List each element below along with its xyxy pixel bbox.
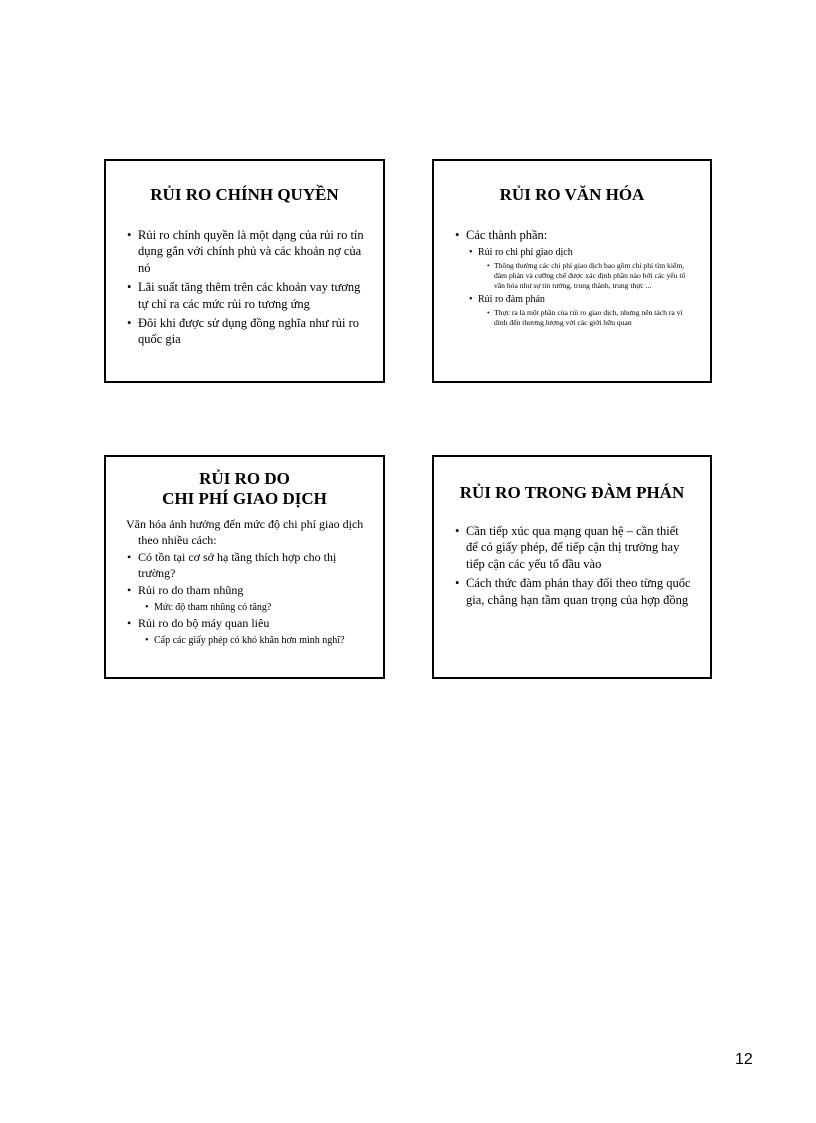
bullet-item: • Đôi khi được sử dụng đồng nghĩa như rủi ro quốc gia <box>138 315 365 348</box>
sub-bullet-item: • Cấp các giấy phép có khó khăn hơn mình nghĩ? <box>154 634 365 647</box>
bullet-item: • Cách thức đàm phán thay đổi theo từng quốc gia, chẳng hạn tầm quan trọng của hợp đồng <box>466 575 692 608</box>
bullet-item: • Có tồn tại cơ sở hạ tầng thích hợp cho thị trường? <box>138 550 365 581</box>
bullet-item: • Rủi ro do bộ máy quan liêu <box>138 616 365 632</box>
bullet-item: • Rủi ro do tham nhũng <box>138 583 365 599</box>
bullet-item: • Lãi suất tăng thêm trên các khoản vay tương tự chỉ ra các mức rủi ro tương ứng <box>138 279 365 312</box>
intro-text: Văn hóa ảnh hưởng đến mức độ chi phí giao dịch theo nhiều cách: <box>126 517 364 547</box>
sub-sub-bullet-item: • Thông thường các chi phí giao dịch bao gồm chi phí tìm kiếm, đàm phán và cưỡng chế được xác định phần nào bởi các yếu tố văn hóa như sự tin tưởng, trung thành, trung thực ... <box>494 261 692 290</box>
slide-sovereign-risk <box>104 159 385 383</box>
slide-cultural-risk <box>432 159 712 383</box>
bullet-list <box>124 550 365 646</box>
slide-title: RỦI RO TRONG ĐÀM PHÁN <box>459 483 685 502</box>
slide-title-line2: CHI PHÍ GIAO DỊCH <box>162 489 327 508</box>
bullet-list <box>452 227 692 327</box>
slide-title: RỦI RO VĂN HÓA <box>499 185 645 204</box>
slide-transaction-cost-risk <box>104 455 385 679</box>
bullet-item: • Cần tiếp xúc qua mạng quan hệ – cần thiết để có giấy phép, để tiếp cận thị trường hay tiếp cận các yếu tố đầu vào <box>466 523 692 572</box>
sub-bullet-item: • Rủi ro chi phí giao dịch <box>478 246 692 259</box>
sub-bullet-item: • Rủi ro đàm phán <box>478 293 692 306</box>
bullet-list <box>452 523 692 608</box>
page-number: 12 <box>735 1051 753 1068</box>
slide-title <box>124 457 365 509</box>
bullet-list <box>124 227 365 348</box>
slide-negotiation-risk <box>432 455 712 679</box>
slide-title: RỦI RO CHÍNH QUYỀN <box>150 185 339 204</box>
sub-sub-bullet-item: • Thực ra là một phần của rủi ro giao dịch, nhưng nên tách ra vì dính đến thương lượng với các giới hữu quan <box>494 308 692 327</box>
bullet-item: • Các thành phần: <box>466 227 692 243</box>
slide-title-line1: RỦI RO DO <box>199 469 290 488</box>
sub-bullet-item: • Mức độ tham nhũng có tăng? <box>154 601 365 614</box>
bullet-item: • Rủi ro chính quyền là một dạng của rủi ro tín dụng gắn với chính phủ và các khoản nợ của nó <box>138 227 365 276</box>
